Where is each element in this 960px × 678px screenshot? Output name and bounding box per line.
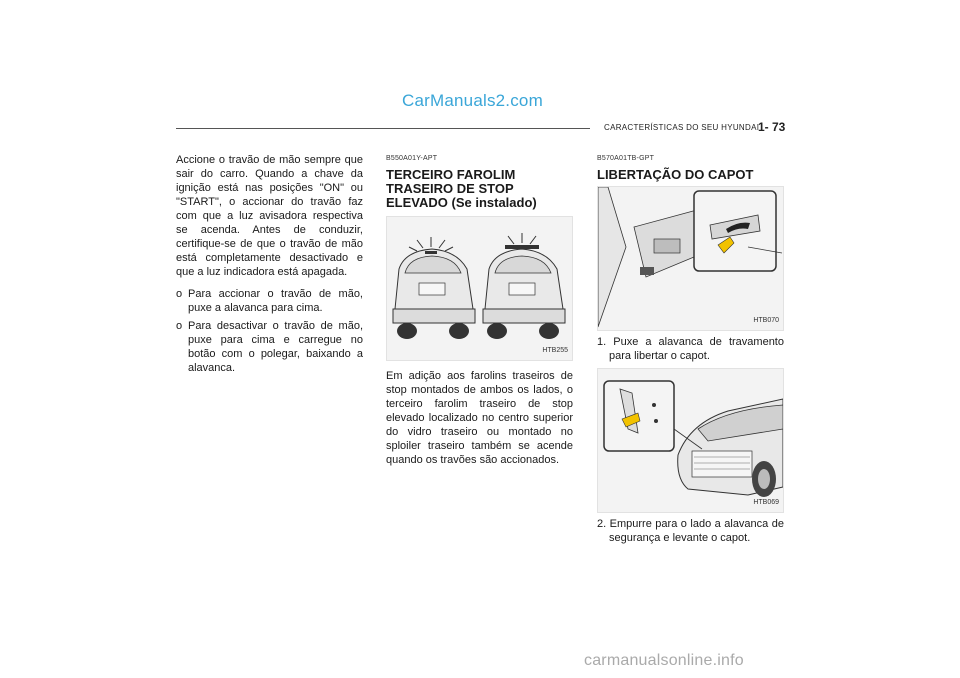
- figure-hood-lever: [597, 186, 784, 331]
- section-heading: LIBERTAÇÃO DO CAPOT: [597, 167, 754, 182]
- header-title: CARACTERÍSTICAS DO SEU HYUNDAI: [604, 123, 760, 132]
- car-rear-left: [393, 237, 475, 339]
- parking-brake-intro: Accione o travão de mão sempre que sair do carro. Quando a chave da ignição está nas posições "ON" ou "START", o accionar do travão faz com que a luz avisadora respectiva se acenda. Antes de conduzir, certifique-se de que o travão de mão está completamente desactivado e que a luz indicadora está apagada.: [176, 154, 363, 278]
- bullet-marker: o: [176, 320, 183, 332]
- section-code: B570A01TB-GPT: [597, 155, 655, 162]
- bullet-text: Para desactivar o travão de mão, puxe para cima e carregue no botão com o polegar, baixando a alavanca.: [188, 320, 363, 374]
- bullet-text: Para accionar o travão de mão, puxe a alavanca para cima.: [188, 288, 363, 314]
- column-parking-brake: [176, 153, 363, 375]
- section-heading: TERCEIRO FAROLIM TRASEIRO DE STOP ELEVADO (Se instalado): [386, 167, 537, 210]
- bullet-marker: o: [176, 288, 183, 300]
- watermark-top[interactable]: CarManuals2.com: [402, 91, 543, 110]
- brake-light-illustration: [387, 217, 572, 360]
- list-item: [176, 287, 363, 315]
- safety-catch-illustration: [598, 369, 783, 512]
- figure-label: HTB069: [753, 499, 779, 506]
- page-number: 1- 73: [758, 120, 786, 134]
- figure-brake-light: [386, 216, 573, 361]
- watermark-bottom[interactable]: carmanualsonline.info: [584, 652, 744, 669]
- column-hood-release: [597, 152, 784, 545]
- section-code: B550A01Y-APT: [386, 155, 438, 162]
- hood-step-1: 1. Puxe a alavanca de travamento para libertar o capot.: [597, 336, 784, 362]
- brake-light-body: Em adição aos farolins traseiros de stop montados de ambos os lados, o terceiro farolim traseiro de stop elevado localizado no centro superior do vidro traseiro ou montado no sploiler traseiro também se acende quando os travões são accionados.: [386, 370, 573, 466]
- figure-label: HTB070: [753, 317, 779, 324]
- figure-safety-catch: [597, 368, 784, 513]
- car-rear-right: [483, 233, 565, 339]
- header-rule: [176, 128, 590, 129]
- column-brake-light: [386, 152, 573, 467]
- list-item: [176, 319, 363, 375]
- hood-step-2: 2. Empurre para o lado a alavanca de segurança e levante o capot.: [597, 518, 784, 544]
- hood-lever-illustration: [598, 187, 783, 330]
- figure-label: HTB255: [542, 347, 568, 354]
